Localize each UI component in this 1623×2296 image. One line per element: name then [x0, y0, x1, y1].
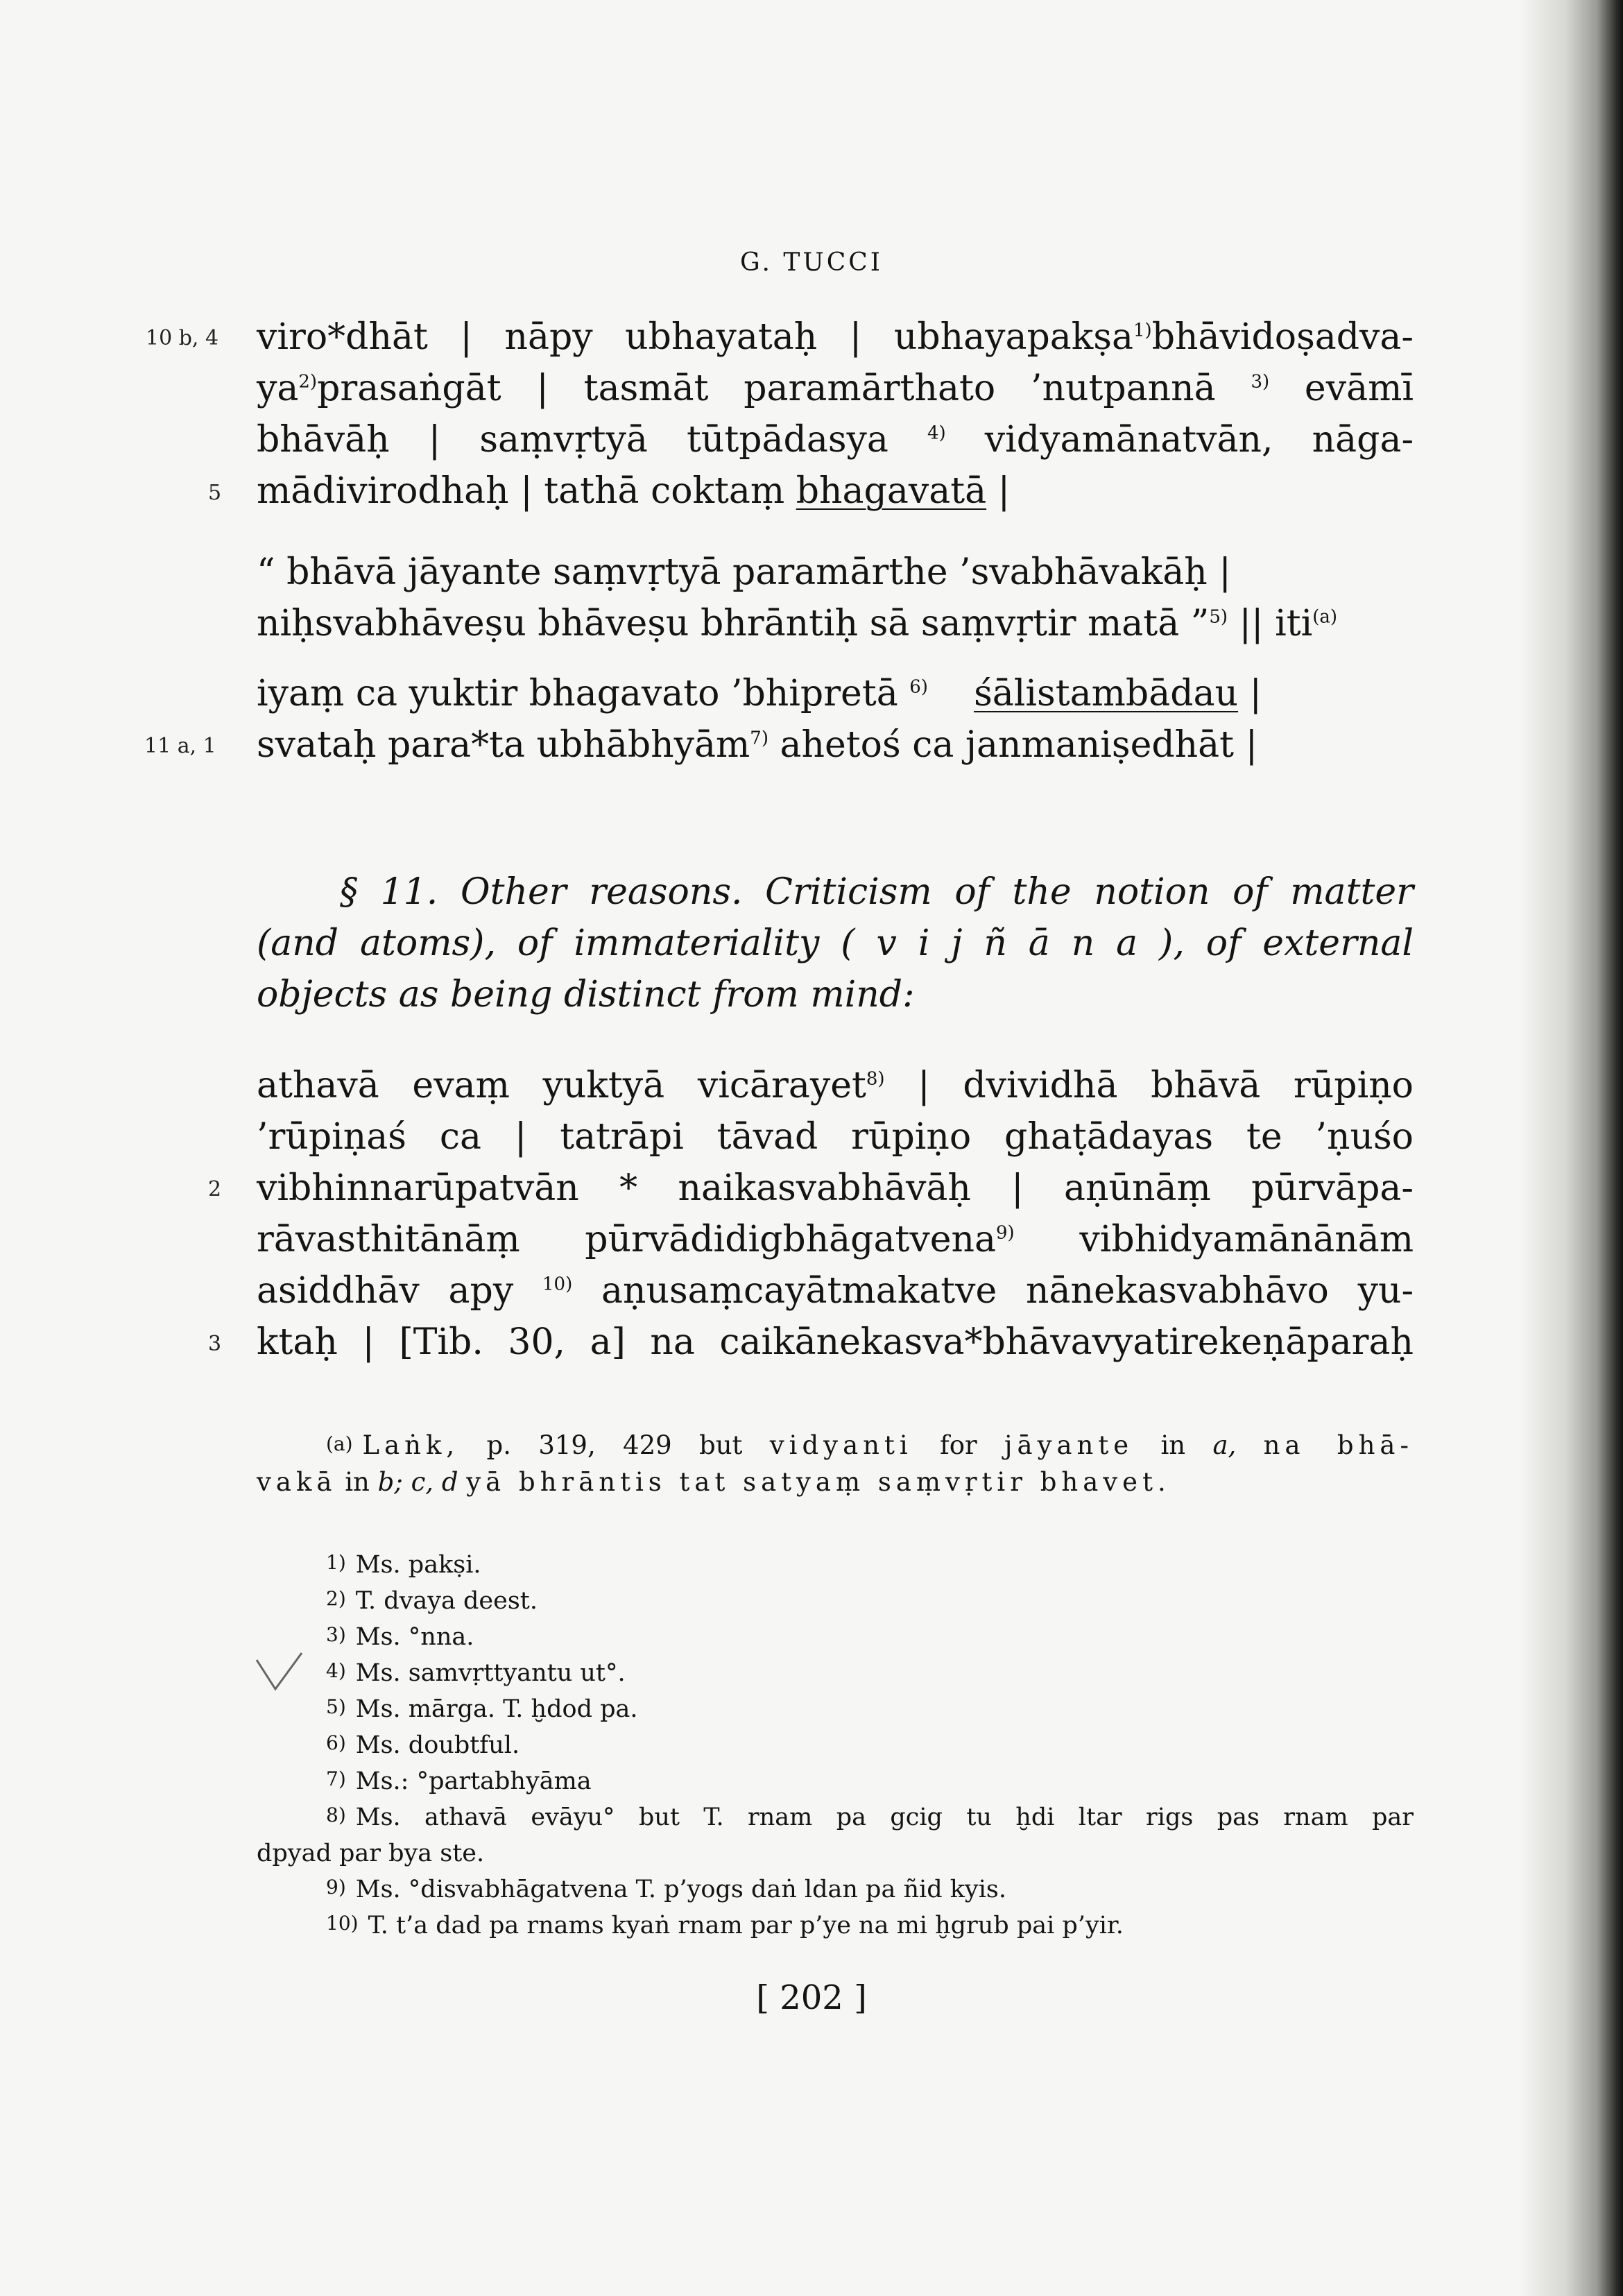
text-line: mādivirodhaḥ | tathā coktaṃ bhagavatā |	[257, 470, 1011, 512]
margin-ref: 5	[208, 481, 222, 505]
section-heading: § 11. Other reasons. Criticism of the notion of matter	[340, 871, 1414, 913]
text-line: ’rūpiṇaś ca | tatrāpi tāvad rūpiṇo ghaṭādayas te ’ṇuśo	[257, 1116, 1414, 1158]
section-heading: objects as being distinct from mind:	[257, 974, 915, 1016]
text-line: asiddhāv apy $^{10)}$ aṇusaṃcayātmakatve nānekasvabhāvo yu-	[257, 1270, 1414, 1312]
page-edge-shadow	[1519, 0, 1623, 2296]
footnote: 10) T. t’a dad pa rnams kyaṅ rnam par p’ye na mi ḫgrub pai p’yir.	[326, 1912, 1124, 1939]
page-number: [ 202 ]	[756, 1978, 867, 2017]
footnote: 7) Ms.: °partabhyāma	[326, 1767, 592, 1795]
underlined-term: bhagavatā	[796, 470, 987, 512]
margin-ref: 10 b, 4	[146, 326, 219, 350]
margin-ref: 3	[208, 1332, 222, 1356]
footnote: 8) Ms. athavā evāyu° but T. rnam pa gcig tu ḫdi ltar rigs pas rnam par	[326, 1804, 1414, 1831]
text-line: vibhinnarūpatvān * naikasvabhāvāḥ | aṇūnāṃ pūrvāpa-	[257, 1167, 1414, 1209]
footnote: dpyad par bya ste.	[257, 1840, 485, 1867]
variant-note: (a) Laṅk, p. 319, 429 but vidyanti for jāyante in a, na bhā-	[326, 1430, 1414, 1460]
running-header: G. TUCCI	[739, 248, 884, 277]
text-line: rāvasthitānāṃ pūrvādidigbhāgatvena$^{9)}$ vibhidyamānānām	[257, 1219, 1414, 1260]
footnote: 4) Ms. samvṛttyantu ut°.	[326, 1659, 626, 1687]
footnote: 3) Ms. °nna.	[326, 1623, 474, 1651]
text-line: $ya^{2)}prasaṅgāt$ | tasmāt paramārthato ’nutpannā $^{3)}$ evāmī	[257, 368, 1414, 409]
verse-line: “ bhāvā jāyante saṃvṛtyā paramārthe ’svabhāvakāḥ |	[257, 551, 1231, 593]
text-line: ktaḥ | [Tib. 30, a] na caikānekasva*bhāvavyatirekeṇāparaḥ	[257, 1321, 1414, 1363]
text-line: athavā evaṃ yuktyā vicārayet$^{8)}$ | dvividhā bhāvā rūpiṇo	[257, 1065, 1414, 1106]
verse-line: niḥsvabhāveṣu bhāveṣu bhrāntiḥ sā saṃvṛtir matā ”$^{5)}$ || iti$^{(a)}$	[257, 603, 1338, 644]
footnote: 6) Ms. doubtful.	[326, 1731, 520, 1759]
margin-ref: 11 a, 1	[144, 734, 216, 758]
text-line: svataḥ para*ta ubhābhyām$^{7)}$ ahetoś ca janmaniṣedhāt |	[257, 724, 1258, 766]
margin-ref: 2	[208, 1177, 222, 1201]
footnote: 9) Ms. °disvabhāgatvena T. p’yogs daṅ ldan pa ñid kyis.	[326, 1876, 1006, 1903]
footnote: 2) T. dvaya deest.	[326, 1587, 538, 1615]
text-line: bhāvāḥ | saṃvṛtyā tūtpādasya $^{4)}$ vidyamānatvān, nāga-	[257, 419, 1414, 461]
handwritten-check-mark	[253, 1647, 316, 1703]
text-line: iyaṃ ca yuktir bhagavato ’bhipretā $^{6)}$ śālistambādau |	[257, 673, 1262, 714]
footnote: 1) Ms. pakṣi.	[326, 1551, 481, 1579]
underlined-term: śālistambādau	[974, 673, 1238, 714]
variant-note: vakā in b; c, d yā bhrāntis tat satyaṃ saṃvṛtir bhavet.	[257, 1467, 1171, 1497]
footnote: 5) Ms. mārga. T. ḫdod pa.	[326, 1695, 638, 1723]
text-line: viro*dhāt | nāpy ubhayataḥ | ubhayapakṣa$^{1)}$bhāvidoṣadva-	[257, 316, 1414, 358]
section-heading: (and atoms), of immateriality ( v i j ñ ā n a ), of external	[257, 923, 1414, 964]
